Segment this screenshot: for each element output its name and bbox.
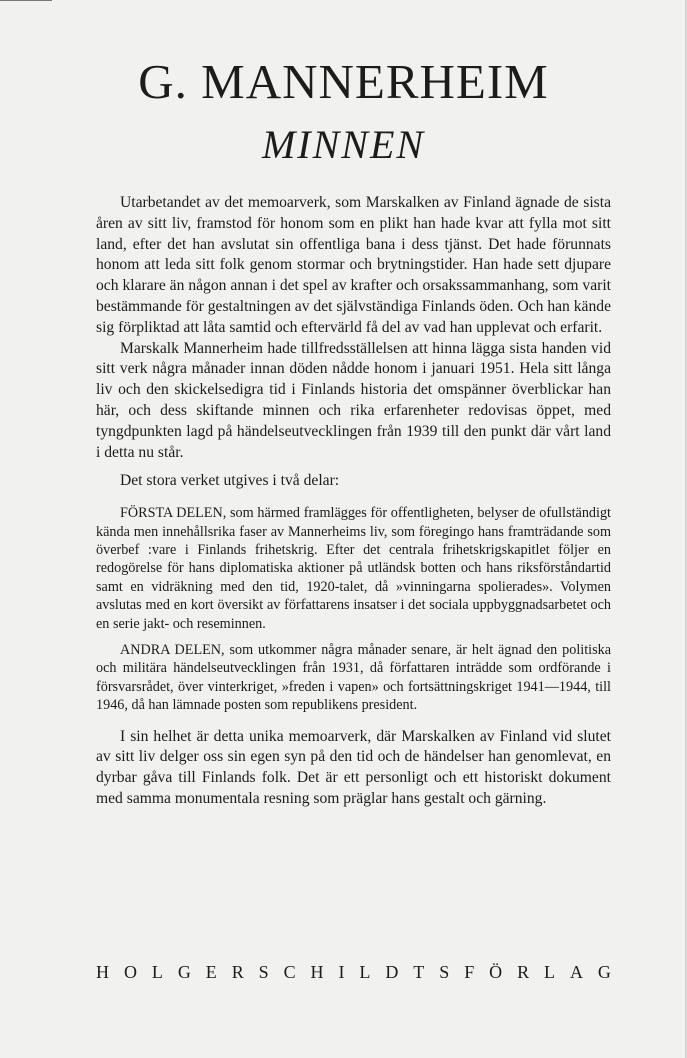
part-2-description: ANDRA DELEN, som utkommer några månader senare, är helt ägnad den politiska och militära händelseutvecklingen från 1931, då författaren inträdde som ordförande i försvarsrådet, över vinterkriget, »freden i vapen» och fortsättningskriget 1941—1944, till 1946, då han lämnade posten som republikens president. [96,642,611,714]
intro-paragraph-3: Det stora verket utgives i två delar: [120,472,340,490]
publisher-letter: H [96,962,109,982]
corner-rule [0,0,52,1]
part-1-description: FÖRSTA DELEN, som härmed framlägges för offentligheten, belyser de ofullständigt kända men innehållsrika faser av Mannerheims liv, som föregingo hans framträdande som överbef :vare i Finlands frihetskrig. Efter det centrala frihetskrigskapitlet följer en redogörelse för hans diplomatiska aktioner på utländsk botten och hans riksförståndartid samt en vidräkning med den tid, 1920-talet, då »vinningarna spolierades». Volymen avslutas med en kort översikt av författarens insatser i det sociala uppbyggnadsarbetet och en serie jakt- och reseminnen. [96,505,611,632]
intro-paragraph-1: Utarbetandet av det memoarverk, som Marskalken av Finland ägnade de sista åren av sitt liv, framstod för honom som en plikt han hade kvar att fylla mot sitt land, efter det han avslutat sin offentliga bana i dess tjänst. Det hade förunnats honom att leda sitt folk genom stormar och brytningstider. Han hade sett djupare och klarare än någon annan i det spel av krafter och orsakssammanhang, som varit bestämmande för gestaltningen av det självständiga Finlands öden. Och han kände sig förpliktad att låta samtid och eftervärld få del av vad han upplevat och erfarit. [96,194,611,336]
publisher-letter: S [258,962,269,982]
publisher-letter: R [517,962,530,982]
closing-paragraph: I sin helhet är detta unika memoarverk, där Marskalken av Finland vid slutet av sitt liv delger oss sin egen syn på den tid och de händelser han genomlevat, en dyrbar gåva till Finlands folk. Det är ett personligt och ett historiskt dokument med samma monumentala resning som präglar hans gestalt och gärning. [96,727,611,808]
author-heading: G. MANNERHEIM [138,54,549,109]
publisher-letter: C [283,962,296,982]
publisher-letter: S [439,962,450,982]
publisher-letter: T [413,962,425,982]
publisher-letter: F [464,962,475,982]
publisher-letter: G [597,962,611,982]
publisher-letter: I [338,962,345,982]
publisher-letter: D [385,962,399,982]
publisher-letter: L [151,962,163,982]
blurb-text [96,193,611,810]
publisher-letter: G [177,962,191,982]
publisher-imprint [96,962,611,983]
publisher-letter: H [310,962,324,982]
publisher-letter: L [544,962,556,982]
publisher-letter: E [205,962,217,982]
publisher-letter: Ö [489,962,503,982]
book-title: MINNEN [261,122,426,167]
intro-paragraph-2: Marskalk Mannerheim hade tillfredsställelsen att hinna lägga sista handen vid sitt verk några månader innan döden nådde honom i januari 1951. Hela sitt långa liv och den skickelsedigra tid i Finlands historia det omspänner överblickar han här, och dess skiftande minnen och rika erfarenheter redovisas öppet, med tyngdpunkten lagd på händelseutvecklingen från 1939 till den punkt där vårt land i detta nu står. [96,339,611,461]
publisher-letter: R [231,962,244,982]
publisher-letter: A [569,962,583,982]
publisher-letter: O [123,962,137,982]
publisher-letter: L [359,962,371,982]
